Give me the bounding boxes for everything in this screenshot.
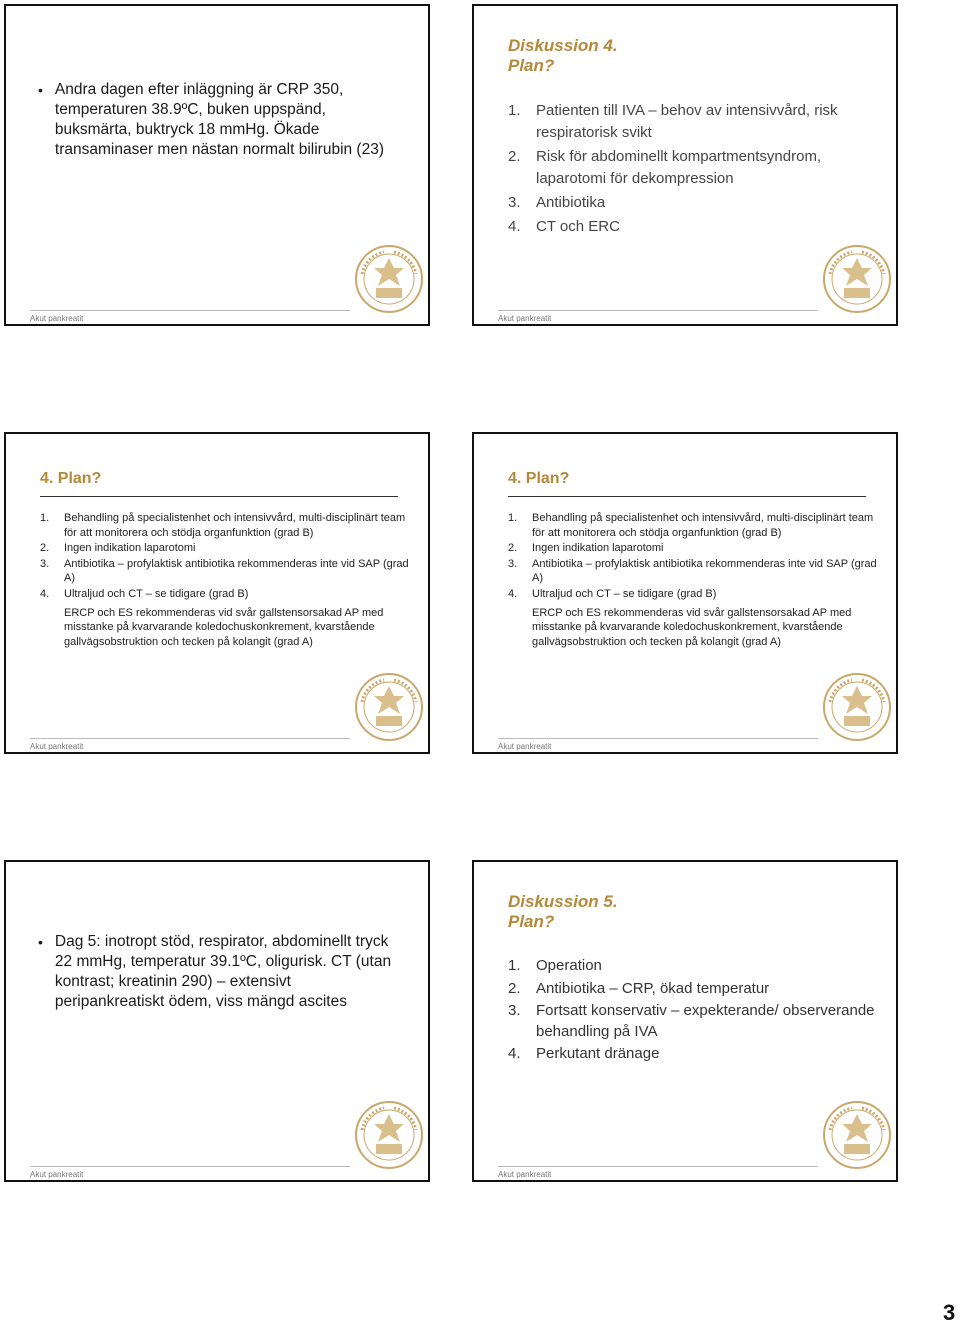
slide-footer: Akut pankreatit xyxy=(30,742,84,751)
list-item: 3. Antibiotika xyxy=(508,194,606,211)
slide-2 xyxy=(472,4,898,326)
university-seal-logo xyxy=(822,1100,892,1170)
slide-footer: Akut pankreatit xyxy=(498,314,552,323)
university-seal-logo xyxy=(354,1100,424,1170)
list-item: 2. Ingen indikation laparotomi xyxy=(508,542,664,555)
slide-2-title xyxy=(508,36,618,76)
footer-divider xyxy=(498,738,818,739)
list-item: 3. Fortsatt konservativ – expekterande/ observerande behandling på IVA xyxy=(508,1002,875,1040)
slide-3-title: 4. Plan? xyxy=(40,470,102,487)
page-number: 3 xyxy=(943,1300,956,1325)
slide-5 xyxy=(4,860,430,1182)
slide-4 xyxy=(472,432,898,754)
list-subitem: ERCP och ES rekommenderas vid svår gallstensorsakad AP med misstanke på kvarvarande koledochuskonkrement, kvarstående gallvägsobstruktion och tecken på kolangit (grad A) xyxy=(64,606,384,648)
slide-6-title-line2: Plan? xyxy=(508,912,555,931)
list-item: 4. Ultraljud och CT – se tidigare (grad B) ERCP och ES rekommenderas vid svår gallstensorsakad AP med misstanke på kvarvarande koledochuskonkrement, kvarstående gallvägsobstruktion och tecken på kolangit (grad A) xyxy=(40,587,410,649)
slide-footer: Akut pankreatit xyxy=(30,1170,84,1179)
slide-footer: Akut pankreatit xyxy=(30,314,84,323)
university-seal-logo xyxy=(822,244,892,314)
title-rule xyxy=(40,496,398,497)
slide-3-list xyxy=(40,511,410,650)
title-rule xyxy=(508,496,866,497)
slide-2-title-line2: Plan? xyxy=(508,56,555,75)
slide-1-bullet xyxy=(38,80,398,160)
slide-footer: Akut pankreatit xyxy=(498,1170,552,1179)
university-seal-logo xyxy=(354,672,424,742)
slide-6 xyxy=(472,860,898,1182)
list-item: 4. CT och ERC xyxy=(508,218,620,235)
slide-1-bullet-text: Andra dagen efter inläggning är CRP 350, temperaturen 38.9ºC, buken uppspänd, buksmärta, buktryck 18 mmHg. Ökade transaminaser men nästan normalt bilirubin (23) xyxy=(54,81,385,158)
footer-divider xyxy=(498,1166,818,1167)
bullet-dot: • xyxy=(38,934,43,950)
footer-divider xyxy=(30,1166,350,1167)
slide-5-bullet xyxy=(38,932,398,1012)
slide-3 xyxy=(4,432,430,754)
list-item: 3. Antibiotika – profylaktisk antibiotika rekommenderas inte vid SAP (grad A) xyxy=(40,557,409,585)
list-item: 1. Behandling på specialistenhet och intensivvård, multi-disciplinärt team för att monitorera och stödja organfunktion (grad B) xyxy=(40,512,406,539)
slide-6-title xyxy=(508,892,618,932)
footer-divider xyxy=(498,310,818,311)
slide-4-title: 4. Plan? xyxy=(508,470,570,487)
slide-4-list xyxy=(508,511,878,650)
list-item: 2. Antibiotika – CRP, ökad temperatur xyxy=(508,979,770,997)
list-item: 4. Ultraljud och CT – se tidigare (grad B) ERCP och ES rekommenderas vid svår gallstensorsakad AP med misstanke på kvarvarande koledochuskonkrement, kvarstående gallvägsobstruktion och tecken på kolangit (grad A) xyxy=(508,587,878,649)
slide-footer: Akut pankreatit xyxy=(498,742,552,751)
list-item: 4. Perkutant dränage xyxy=(508,1045,660,1062)
university-seal-logo xyxy=(354,244,424,314)
list-item: 1. Operation xyxy=(508,957,602,974)
slide-5-bullet-text: Dag 5: inotropt stöd, respirator, abdominellt tryck 22 mmHg, temperatur 39.1ºC, oligurisk. CT (utan kontrast; kreatinin 290) – extensivt peripankreatiskt ödem, viss mängd ascites xyxy=(54,933,392,1010)
list-item: 1. Patienten till IVA – behov av intensivvård, risk respiratorisk svikt xyxy=(508,102,838,141)
list-item: 1. Behandling på specialistenhet och intensivvård, multi-disciplinärt team för att monitorera och stödja organfunktion (grad B) xyxy=(508,512,874,539)
list-item: 2. Risk för abdominellt kompartmentsyndrom, laparotomi för dekompression xyxy=(508,148,822,187)
slide-1 xyxy=(4,4,430,326)
slide-2-list xyxy=(508,100,878,240)
footer-divider xyxy=(30,310,350,311)
footer-divider xyxy=(30,738,350,739)
list-item: 2. Ingen indikation laparotomi xyxy=(40,542,196,555)
slide-2-title-line1: Diskussion 4. xyxy=(508,36,618,55)
slide-6-title-line1: Diskussion 5. xyxy=(508,892,618,911)
slide-6-list xyxy=(508,956,878,1067)
university-seal-logo xyxy=(822,672,892,742)
list-subitem: ERCP och ES rekommenderas vid svår gallstensorsakad AP med misstanke på kvarvarande koledochuskonkrement, kvarstående gallvägsobstruktion och tecken på kolangit (grad A) xyxy=(532,606,852,648)
list-item: 3. Antibiotika – profylaktisk antibiotika rekommenderas inte vid SAP (grad A) xyxy=(508,557,877,585)
bullet-dot: • xyxy=(38,82,43,98)
